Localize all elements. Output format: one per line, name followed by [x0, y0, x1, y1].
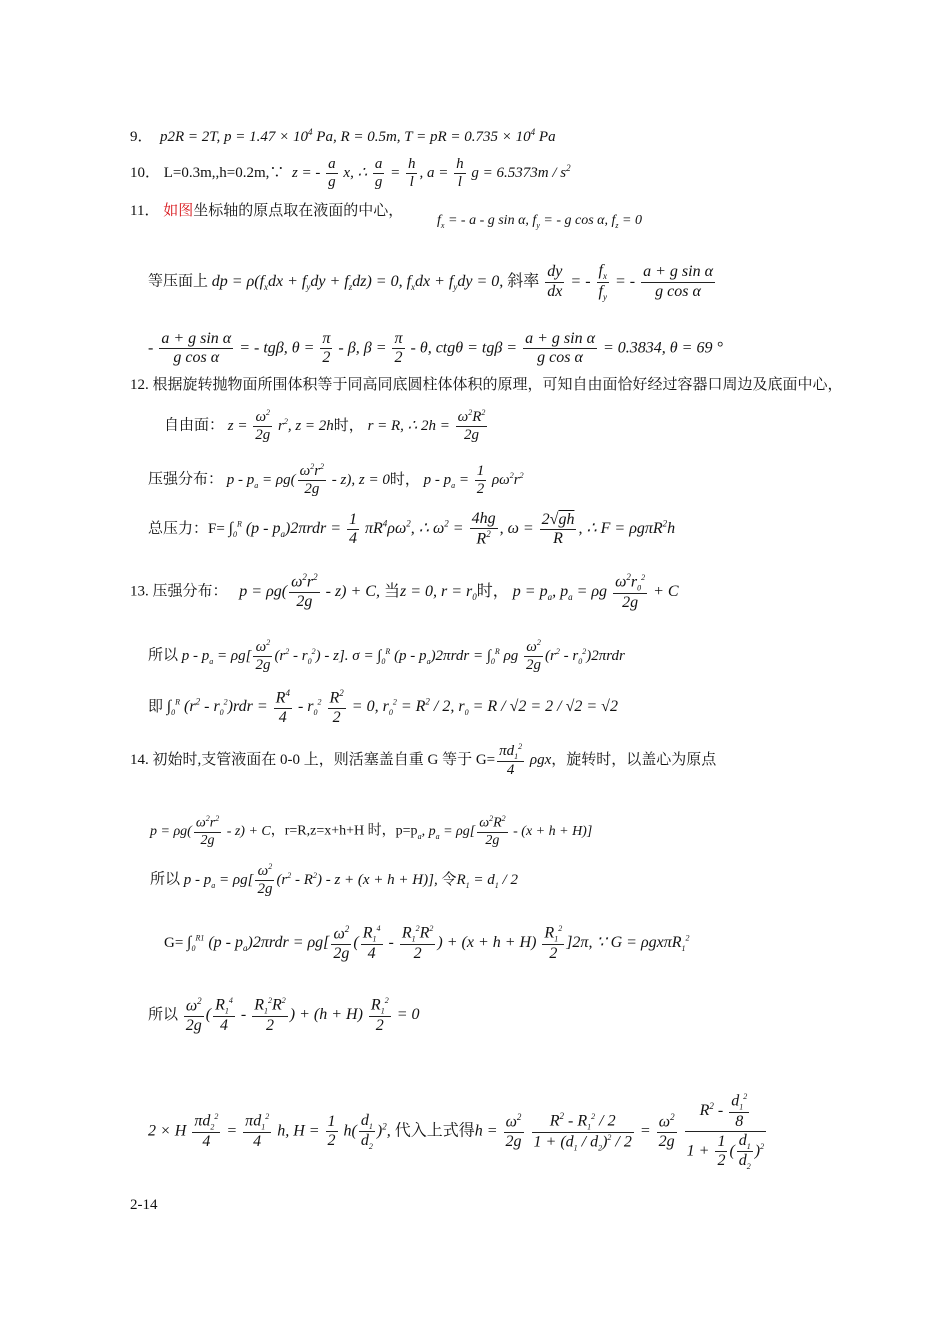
item-13-namely-label: 即 [148, 699, 164, 716]
page-number: 2-14 [130, 1197, 158, 1213]
item-13-line2 [148, 638, 625, 675]
force-label: 总压力：F= [148, 521, 225, 538]
item-14-line2-text: ，r=R,z=x+h+H 时，p=p [270, 823, 418, 839]
item-12-header [130, 378, 843, 393]
item-13-line3-eq: $\int_0^R$ $(r^2 - r_0^2)rdr$ = $\frac{R^4}{4}$ - $r_0^2$ $\frac{R^2}{2}$ = 0, $r_0^2 = R^2 / 2$, $r_0 = R / √2 = 2 / √2 = √2$ [166, 688, 618, 726]
item-14-line4 [164, 924, 690, 963]
item-14-line5 [148, 996, 419, 1035]
item-14-so-label-2: 所以 [148, 1007, 179, 1024]
item-9-label: 9． [130, 129, 153, 145]
item-14-text: 初始时,支管液面在 0-0 上，则活塞盖自重 G 等于 G= [152, 752, 496, 769]
item-14-header [130, 742, 716, 779]
free-surface-label: 自由面： [164, 417, 225, 434]
item-11-text: 坐标轴的原点取在液面的中心， [193, 203, 404, 219]
item-12-text: 根据旋转抛物面所围体积等于同高同底圆柱体体积的原理，可知自由面恰好经过容器口周边及底面中心， [152, 377, 843, 393]
item-9 [130, 128, 556, 145]
item-12-force [148, 510, 675, 549]
item-14-label: 14. [130, 752, 149, 769]
item-12-label: 12. [130, 377, 149, 393]
item-10-label: 10． [130, 165, 161, 182]
item-13-label: 13. [130, 583, 149, 600]
item-14-weight-eq: $\frac{\pi d_1^2}{4}$ ρgx [499, 742, 552, 779]
pressure-label: 压强分布： [148, 471, 224, 488]
item-11-forces: $f_x$ = - a - g sin α, $f_y$ = - g cos α, $f_z = 0$ [437, 213, 642, 230]
item-11-line2 [148, 262, 717, 302]
item-12-free-surface [164, 408, 489, 445]
item-14-line3 [150, 862, 518, 899]
item-11-isobaric-label: 等压面上 [148, 273, 209, 290]
item-13-line3 [148, 688, 618, 727]
item-9-equation: p2R = 2T, $p = 1.47 \times 10^4$ Pa, R = 0.5m, T = pR = $0.735 \times 10^4$ Pa [156, 127, 556, 145]
item-11-isobaric-eq: dp = $\rho(f_xdx + f_ydy + f_zdz) = 0$, $f_xdx + f_ydy = 0$, 斜率 $\frac{dy}{dx}$ = - $\frac{f_x}{f_y}$ = - $\frac{\text{a + g sin α}}{\text{g cos α}}$ [211, 262, 713, 302]
item-13-so-label: 所以 [148, 647, 179, 664]
item-11-header [130, 204, 403, 219]
item-10 [130, 156, 571, 192]
item-14-line5-eq: $\frac{\omega^2}{2g}$ ( $\frac{R_1^4}{4}$ - $\frac{R_1^2R^2}{2}$ ) + (h + H) $\frac{R_1^2}{2}$ = 0 [185, 996, 420, 1034]
item-11-line3: - $\frac{\text{a + g sin α}}{\text{g cos α}}$ = - tgβ, θ = $\frac{\pi}{2}$ - β, β = $\frac{\pi}{2}$ - θ, ctgθ = tgβ = $\frac{\text{a + g sin α}}{\text{g cos α}}$ = 0.3834, θ = 69 ° [148, 330, 723, 367]
item-11-label: 11． [130, 203, 160, 219]
item-14-so-label: 所以 [150, 871, 181, 888]
item-14-line2-eq: p = ρg( $\frac{\omega^2r^2}{2g}$ - z) + C [150, 814, 271, 848]
item-13-header [130, 572, 679, 612]
item-13-line2-eq: $p - p_a = \rho g$[ $\frac{\omega^2}{2g}$ $(r^2 - r_0^2) - z$]. $\sigma = \int_0^R$ $(p - p_a)2\pi rdr = \int_0^R$ ρg $\frac{\omega^2}{2g}$ $(r^2 - r_0^2)2\pi rdr$ [181, 638, 625, 674]
item-14-line2 [150, 814, 592, 849]
item-13-eq: p = ρg( $\frac{\omega^2r^2}{2g}$ - z) + C, 当z = 0, $r = r_0$时， $p = p_a$, $p_a = \rho g$ $\frac{\omega^2r_0^2}{2g}$ + C [231, 572, 679, 611]
item-14-line4-eq: $\int_0^{R1}$ $(p - p_a)2\pi rdr = \rho g$[ $\frac{\omega^2}{2g}$ ( $\frac{R_1^4}{4}$ - $\frac{R_1^2R^2}{2}$ ) + (x + h + H) $\frac{R_1^2}{2}$ ]2π, ∵ G = ρgxπR$_1^2$ [187, 924, 690, 962]
item-14-line2-eq-b: $_a$, $p_a = \rho g$[ $\frac{\omega^2R^2}{2g}$ - (x + h + H)] [417, 814, 593, 848]
force-eq: $\int_0^R$ $(p - p_a)2\pi rdr$ = $\frac{1}{4}$ $\pi R^4\rho\omega^2$, ∴ $\omega^2$ = $\frac{4hg}{R^2}$ , ω = $\frac{2√gh}{R}$ , ∴ F = ρgπR$^2$h [228, 510, 676, 548]
pressure-eq: $p - p_a = \rho g$( $\frac{\omega^2r^2}{2g}$ - z), z = 0时， p - $p_a$ = $\frac{1}{2}$ $\rho\omega^2r^2$ [226, 462, 524, 498]
figure-link[interactable]: 如图 [163, 203, 194, 219]
item-14-line6: 2 × H $\frac{\pi d_2^2}{4}$ = $\frac{\pi d_1^2}{4}$ h, H = $\frac{1}{2}$ h( $\frac{d_1}{d_2}$ )$^2$, 代入上式得h = $\frac{\omega^2}{2g}$ $\frac{R^2 - R_1^2 / 2}{1 + (d_1 / d_2)^2 / 2}$ = $\frac{\omega^2}{2g}$ $R^2$ - $\frac{d_1^2}{8}$ 1 + $\frac{1}{2}$ ( $\frac{d_1}{d_2}$ )$^2$ [148, 1092, 765, 1172]
item-10-equation: z = - $\frac{a}{g}$ x, ∴ $\frac{a}{g}$ = $\frac{h}{l}$ , a = $\frac{h}{l}$ $g = 6.5373m / s^2$ [288, 156, 571, 191]
item-14-text2: ，旋转时，以盖心为原点 [551, 752, 717, 769]
free-surface-eq: z = $\frac{\omega^2}{2g}$ $r^2$, z = 2h时， r = R, ∴ 2h = $\frac{\omega^2R^2}{2g}$ [227, 408, 486, 444]
item-12-pressure [148, 462, 524, 499]
item-10-text: L=0.3m,,h=0.2m,∵ [163, 165, 285, 182]
item-14-g-label: G= [164, 935, 184, 952]
item-14-line3-eq: $p - p_a = \rho g$[ $\frac{\omega^2}{2g}$ $(r^2 - R^2) - z + (x + h + H)$], 令$R_1 = d_1 / 2$ [183, 862, 518, 898]
item-13-text: 压强分布： [152, 583, 228, 600]
